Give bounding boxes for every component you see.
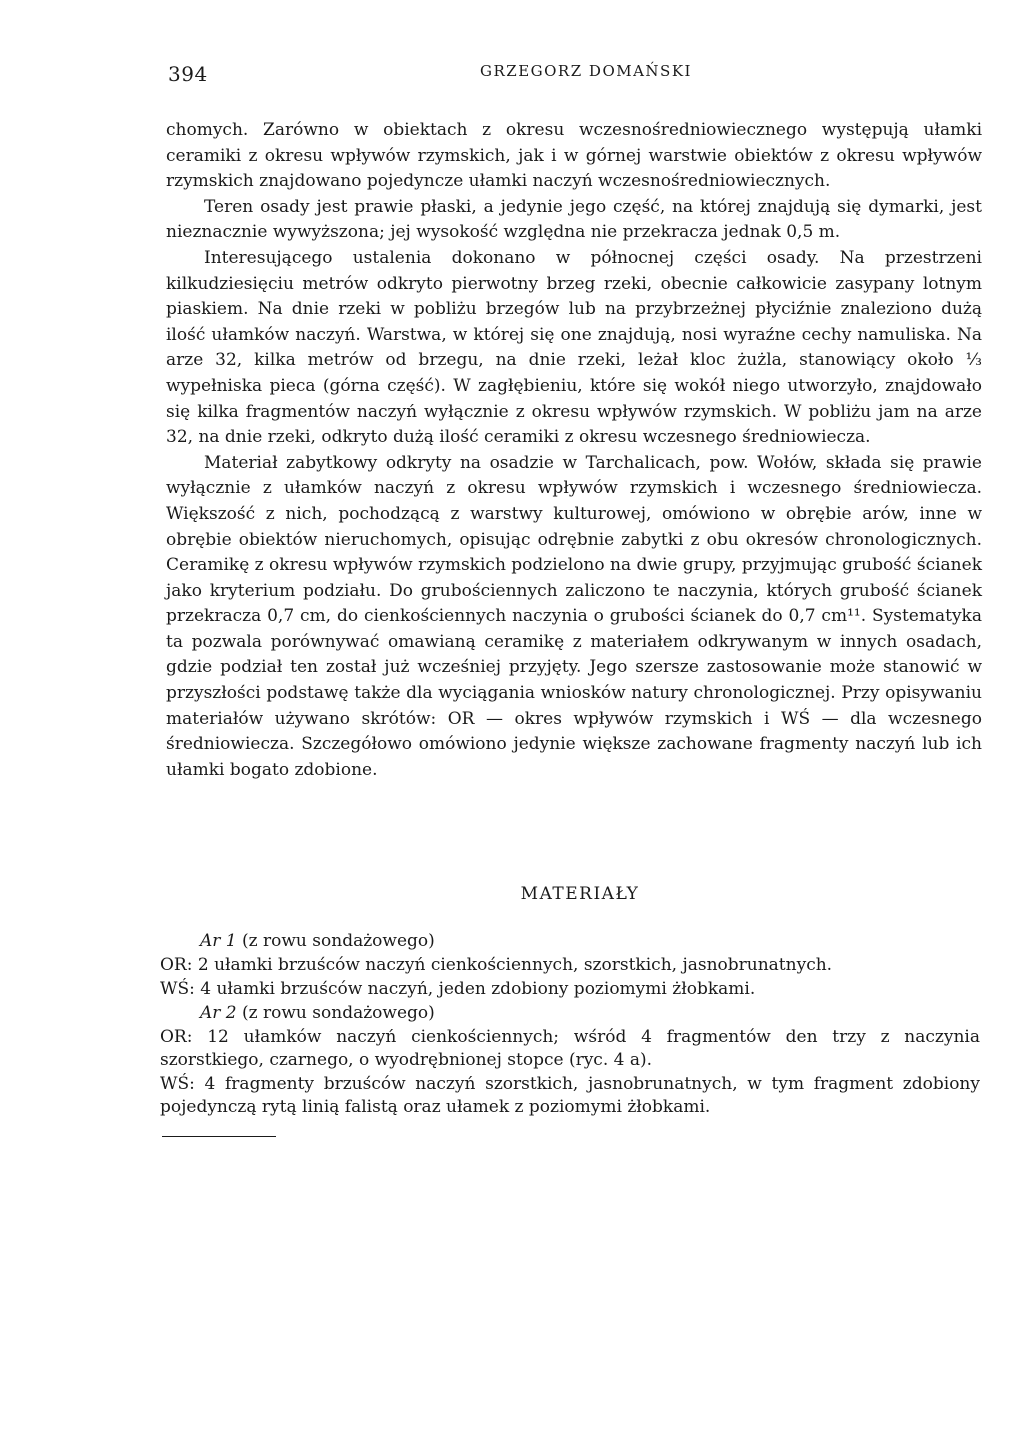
page-number: 394: [168, 62, 208, 86]
paragraph: Teren osady jest prawie płaski, a jedynie jego część, na której znajdują się dymarki, jest nieznacznie wywyższona; jej wysokość względna nie przekracza jednak 0,5 m.: [166, 196, 982, 243]
paragraph: Materiał zabytkowy odkryty na osadzie w Tarchalicach, pow. Wołów, składa się prawie wyłącznie z ułamków naczyń z okresu wpływów rzymskich i wczesnego średniowiecza. Większość z nich, pochodzącą z warstwy kulturowej, omówiono w obrębie arów, inne w obrębie obiektów nieruchomych, opisując odrębnie zabytki z obu okresów chronologicznych. Ceramikę z okresu wpływów rzymskich podzielono na dwie grupy, przyjmując grubość ścianek jako kryterium podziału. Do grubościennych zaliczono te naczynia, których grubość ścianek przekracza 0,7 cm, do cienkościennych naczynia o grubości ścianek do 0,7 cm¹¹. Systematyka ta pozwala porównywać omawianą ceramikę z materiałem odkrywanym w innych osadach, gdzie podział ten został już wcześniej przyjęty. Jego szersze zastosowanie może stanowić w przyszłości podstawę także dla wyciągania wniosków natury chronologicznej. Przy opisywaniu materiałów używano skrótów: OR — okres wpływów rzymskich i WŚ — dla wczesnego średniowiecza. Szczegółowo omówiono jedynie większe zachowane fragmenty naczyń lub ich ułamki bogato zdobione.: [166, 452, 982, 780]
site-heading: [160, 930, 980, 953]
section-heading: MATERIAŁY: [520, 884, 640, 904]
material-record: WŚ: 4 ułamki brzuśców naczyń, jeden zdobiony poziomymi żłobkami.: [160, 979, 756, 999]
footnote-rule: [162, 1136, 276, 1137]
paragraph: Interesującego ustalenia dokonano w północnej części osady. Na przestrzeni kilkudziesięciu metrów odkryto pierwotny brzeg rzeki, obecnie całkowicie zasypany lotnym piaskiem. Na dnie rzeki w pobliżu brzegów lub na przybrzeżnej płyciźnie znaleziono dużą ilość ułamków naczyń. Warstwa, w której się one znajdują, nosi wyraźne cechy namuliska. Na arze 32, kilka metrów od brzegu, na dnie rzeki, leżał kloc żużla, stanowiący około ⅓ wypełniska pieca (górna część). W zagłębieniu, które się wokół niego utworzyło, znajdowało się kilka fragmentów naczyń wyłącznie z okresu wpływów rzymskich. W pobliżu jam na arze 32, na dnie rzeki, odkryto dużą ilość ceramiki z okresu wczesnego średniowiecza.: [166, 247, 982, 448]
materials-list: [160, 930, 980, 1120]
site-label: Ar 2: [200, 1003, 237, 1023]
site-label: Ar 1: [200, 931, 237, 951]
body-text: [166, 118, 982, 783]
material-record: OR: 2 ułamki brzuśców naczyń cienkościennych, szorstkich, jasnobrunatnych.: [160, 955, 833, 975]
site-heading: [160, 1002, 980, 1025]
site-note: (z rowu sondażowego): [242, 931, 435, 951]
site-note: (z rowu sondażowego): [242, 1003, 435, 1023]
material-record: OR: 12 ułamków naczyń cienkościennych; wśród 4 fragmentów den trzy z naczynia szorstkiego, czarnego, o wyodrębnionej stopce (ryc. 4 a).: [160, 1027, 980, 1070]
material-record: WŚ: 4 fragmenty brzuśców naczyń szorstkich, jasnobrunatnych, w tym fragment zdobiony pojedynczą rytą linią falistą oraz ułamek z poziomymi żłobkami.: [160, 1074, 980, 1117]
paragraph: chomych. Zarówno w obiektach z okresu wczesnośredniowiecznego występują ułamki ceramiki z okresu wpływów rzymskich, jak i w górnej warstwie obiektów z okresu wpływów rzymskich znajdowano pojedyncze ułamki naczyń wczesnośredniowiecznych.: [166, 120, 982, 192]
running-head: GRZEGORZ DOMAŃSKI: [480, 62, 692, 80]
